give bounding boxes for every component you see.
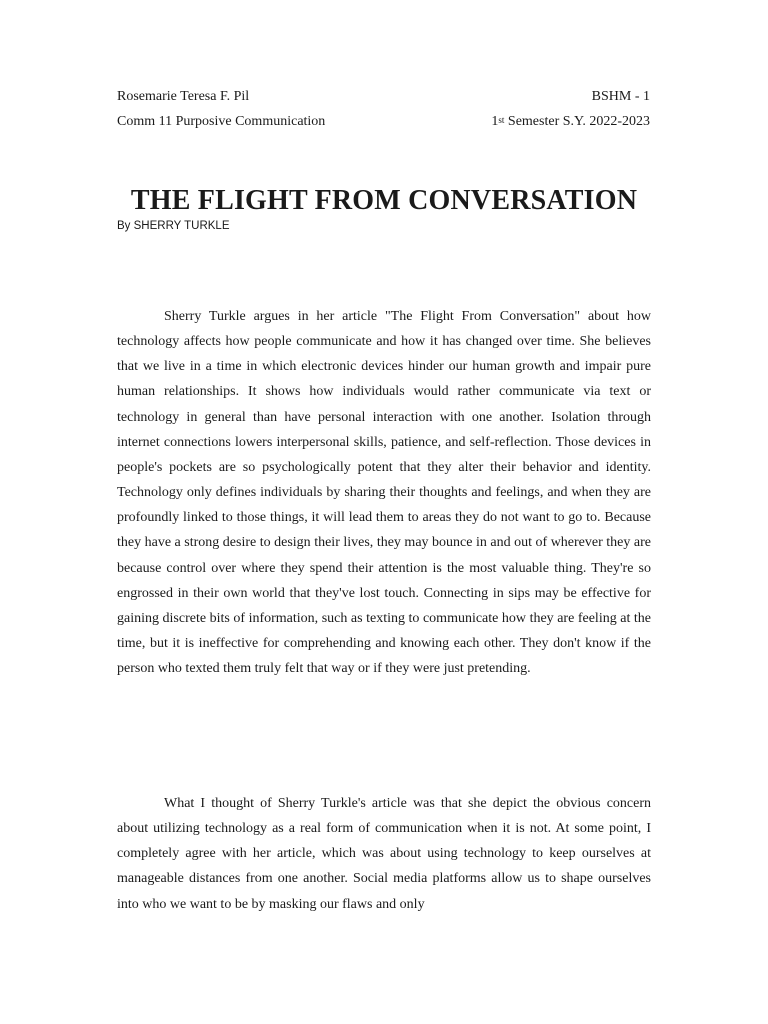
header-row-2 [117,113,650,131]
body-paragraph-1: Sherry Turkle argues in her article "The Flight From Conversation" about how technology affects how people communicate and how it has changed over time. She believes that we live in a time in which electronic devices hinder our human growth and impair pure human relationships. It shows how individuals would rather communicate via text or technology in general than have personal interaction with one another. Isolation through internet connections lowers interpersonal skills, patience, and self-reflection. Those devices in people's pockets are so psychologically potent that they alter their behavior and identity. Technology only defines individuals by sharing their thoughts and feelings, and when they are profoundly linked to those things, it will lead them to areas they do not want to go to. Because they have a strong desire to design their lives, they may bounce in and out of wherever they are because control over where they spend their attention is the most valuable thing. They're so engrossed in their own world that they've lost touch. Connecting in sips may be effective for gaining discrete bits of information, such as texting to communicate how they are feeling at the time, but it is ineffective for comprehending and knowing each other. They don't know if the person who texted them truly felt that way or if they were just pretending. [117,309,651,677]
course-name: Comm 11 Purposive Communication [117,114,326,129]
section-label: BSHM - 1 [591,89,650,104]
author-name: Rosemarie Teresa F. Pil [117,89,250,104]
header-row-1 [117,88,650,106]
body-paragraph-2: What I thought of Sherry Turkle's article was that she depict the obvious concern about utilizing technology as a real form of communication when it is not. At some point, I completely agree with her article, which was about using technology to keep ourselves at manageable distances from one another. Social media platforms allow us to shape ourselves into who we want to be by masking our flaws and only [117,796,651,912]
semester-text: Semester S.Y. 2022-2023 [504,114,650,129]
document-title: THE FLIGHT FROM CONVERSATION [130,185,638,216]
byline: By SHERRY TURKLE [117,220,230,232]
semester-ordinal: 1 [491,114,499,129]
semester-label [491,113,650,131]
semester-ordinal-suffix: st [498,115,505,125]
